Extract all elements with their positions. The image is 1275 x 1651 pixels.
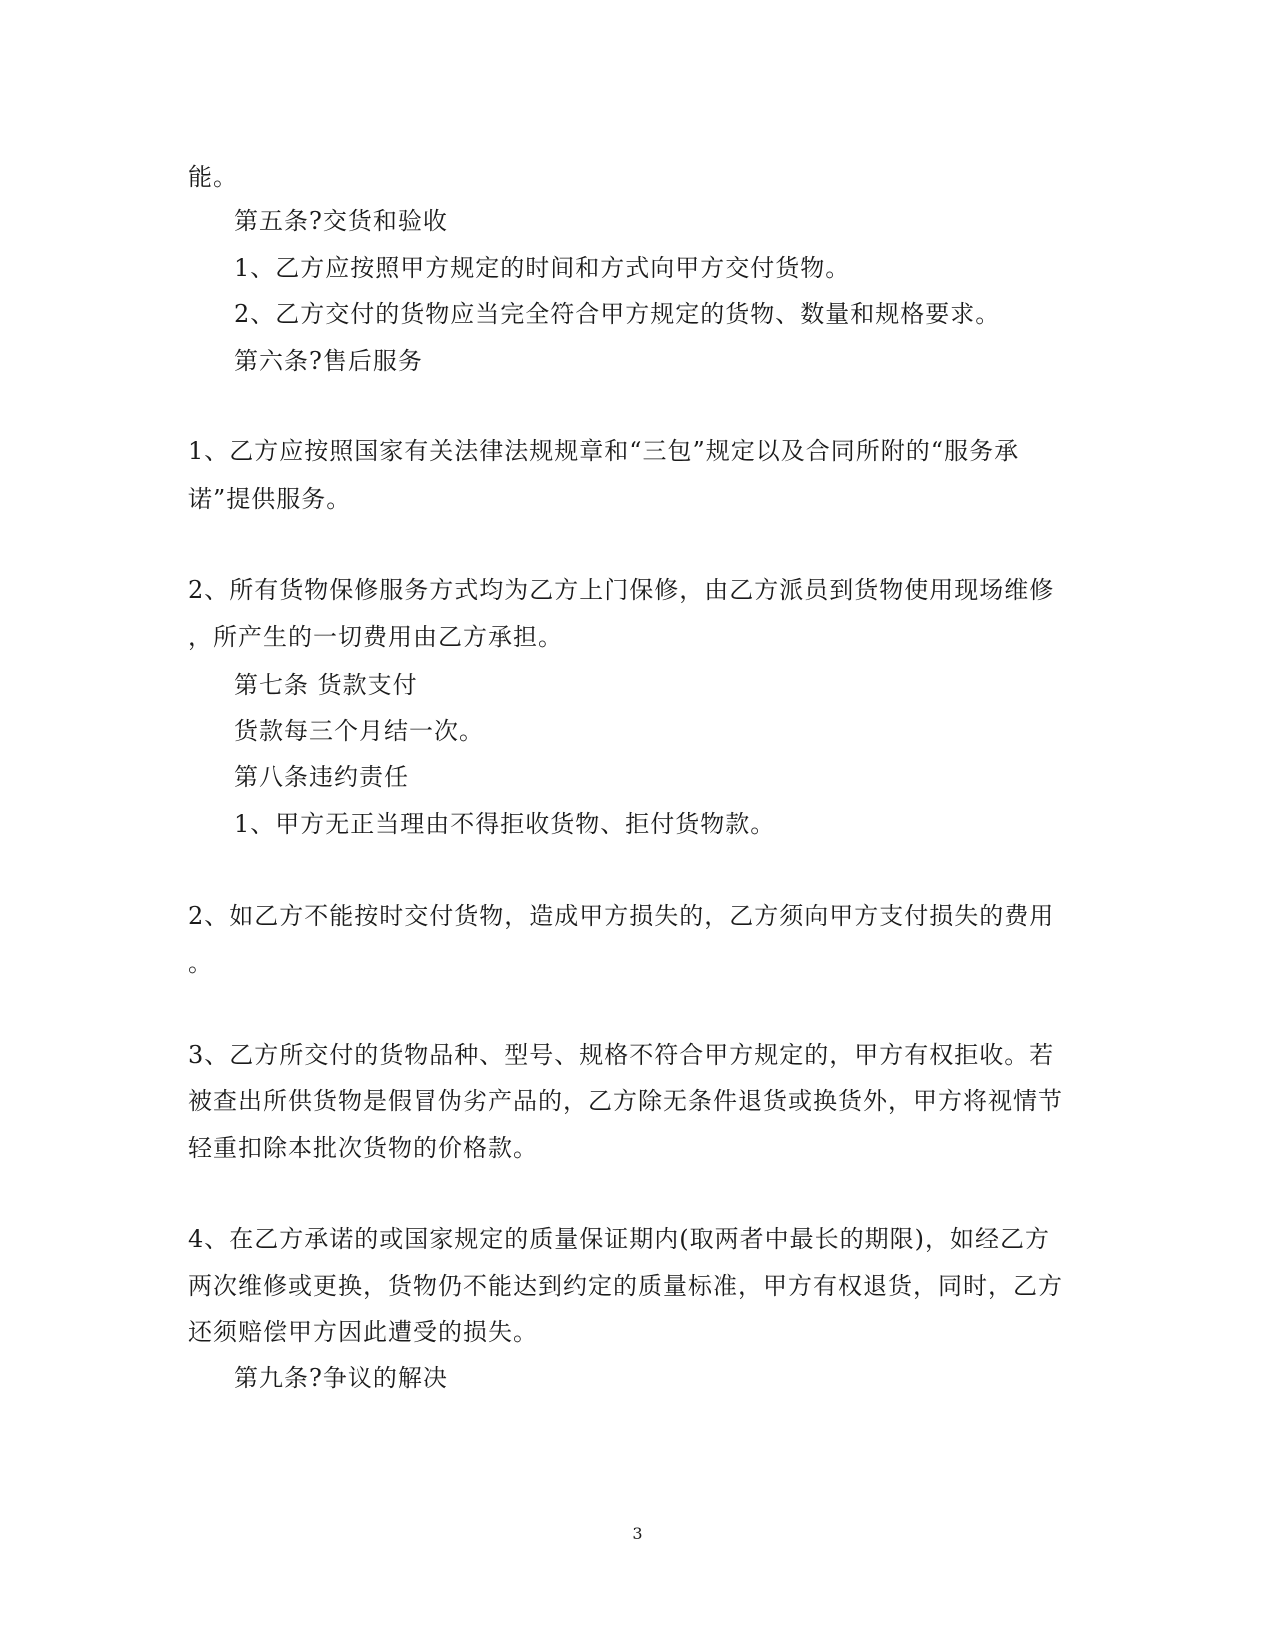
text-line: 轻重扣除本批次货物的价格款。 [188,1134,538,1162]
text-line: 能。 [188,163,238,191]
text-line: 。 [188,949,213,977]
text-line: 4、在乙方承诺的或国家规定的质量保证期内(取两者中最长的期限)，如经乙方 [188,1225,1050,1253]
page-number: 3 [632,1524,643,1543]
section-heading: 第九条?争议的解决 [234,1364,448,1392]
section-heading: 第五条?交货和验收 [234,207,448,235]
text-line: 1、甲方无正当理由不得拒收货物、拒付货物款。 [234,810,776,838]
text-line: 2、所有货物保修服务方式均为乙方上门保修，由乙方派员到货物使用现场维修 [188,576,1055,604]
text-line: 2、如乙方不能按时交付货物，造成甲方损失的，乙方须向甲方支付损失的费用 [188,902,1055,930]
section-heading: 第八条违约责任 [234,763,409,791]
text-line: 3、乙方所交付的货物品种、型号、规格不符合甲方规定的，甲方有权拒收。若 [188,1041,1055,1069]
text-line: 1、乙方应按照甲方规定的时间和方式向甲方交付货物。 [234,254,851,282]
text-line: 诺”提供服务。 [188,485,352,513]
text-line: ，所产生的一切费用由乙方承担。 [188,623,563,651]
text-line: 货款每三个月结一次。 [234,717,484,745]
section-heading: 第六条?售后服务 [234,347,423,375]
text-line: 被查出所供货物是假冒伪劣产品的，乙方除无条件退货或换货外，甲方将视情节 [188,1087,1063,1115]
text-line: 1、乙方应按照国家有关法律法规规章和“三包”规定以及合同所附的“服务承 [188,437,1020,465]
section-heading: 第七条 货款支付 [234,671,418,699]
text-line: 还须赔偿甲方因此遭受的损失。 [188,1318,538,1346]
text-line: 两次维修或更换，货物仍不能达到约定的质量标准，甲方有权退货，同时，乙方 [188,1272,1063,1300]
text-line: 2、乙方交付的货物应当完全符合甲方规定的货物、数量和规格要求。 [234,300,1001,328]
